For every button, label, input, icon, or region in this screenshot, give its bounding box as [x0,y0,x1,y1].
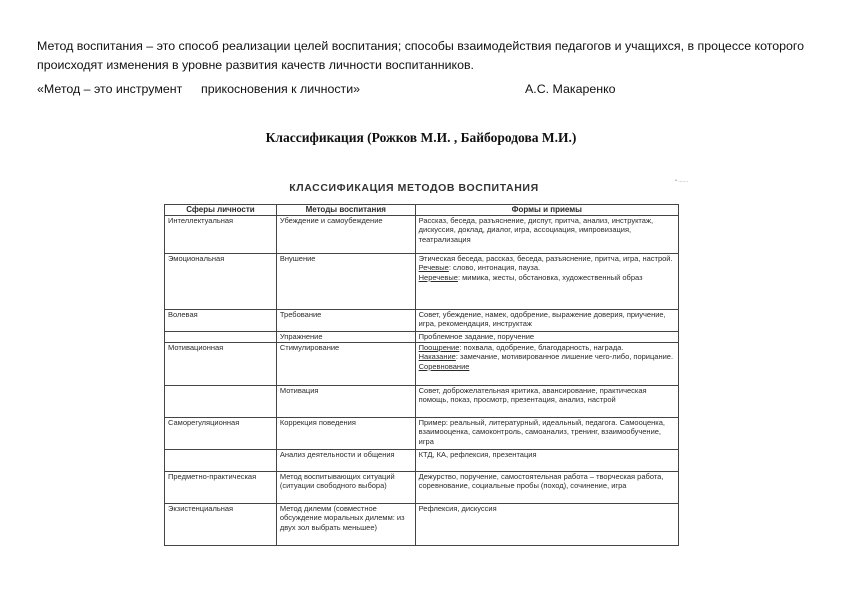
encourage-text: : похвала, одобрение, благодарность, награда. [459,343,624,352]
table-header-row [165,205,679,216]
quote-part-2: прикосновения к личности» [201,82,361,96]
nonverbal-text: : мимика, жесты, обстановка, художественный образ [457,272,643,282]
verbal-text: : слово, интонация, пауза. [448,263,541,273]
method-cell: Метод воспитывающих ситуаций (ситуации свободного выбора) [276,472,415,504]
table-row [165,310,679,332]
method-definition: Метод воспитания – это способ реализации целей воспитания; способы взаимодействия педагогов и учащихся, в процессе которого происходят изменения в уровне развития качеств личности воспитанников. [37,39,805,72]
sphere-cell-empty [165,386,277,418]
table-row [165,343,679,386]
compete-label: Соревнование [418,361,470,371]
sphere-cell: Эмоциональная [165,254,277,310]
scan-corner-mark: • ....... [675,178,688,184]
verbal-label: Речевые [418,263,449,273]
forms-cell: КТД, КА, рефлексия, презентация [415,450,678,472]
table-row [165,254,679,310]
forms-cell: Совет, доброжелательная критика, авансирование, практическая помощь, показ, просмотр, презентация, анализ, настрой [415,386,678,418]
method-cell: Внушение [276,254,415,310]
scanned-classification-table [164,176,688,548]
sphere-cell: Экзистенциальная [165,504,277,546]
table-row [165,216,679,254]
header-sphere: Сферы личности [165,205,277,216]
table-title: КЛАССИФИКАЦИЯ МЕТОДОВ ВОСПИТАНИЯ [289,182,539,194]
method-cell: Метод дилемм (совместное обсуждение моральных дилемм: из двух зол выбрать меньшее) [276,504,415,546]
header-forms: Формы и приемы [415,205,678,216]
method-cell: Убеждение и самоубеждение [276,216,415,254]
table-row [165,472,679,504]
sphere-cell: Волевая [165,310,277,332]
sphere-cell-empty [165,332,277,343]
table-row [165,418,679,450]
table-row [165,450,679,472]
sphere-cell: Интеллектуальная [165,216,277,254]
method-cell: Упражнение [276,332,415,343]
forms-cell: Проблемное задание, поручение [415,332,678,343]
method-cell: Требование [276,310,415,332]
punish-label: Наказание [418,352,456,362]
forms-cell: Рассказ, беседа, разъяснение, диспут, притча, анализ, инструктаж, дискуссия, доклад, диалог, игра, ассоциация, импровизация, театрализация [415,216,678,254]
quote-part-1: «Метод – это инструмент [37,82,183,96]
methods-table [164,204,679,546]
header-method: Методы воспитания [276,205,415,216]
table-row [165,386,679,418]
forms-cell [415,254,678,310]
table-row [165,504,679,546]
forms-cell [415,343,678,386]
sphere-cell-empty [165,450,277,472]
encourage-label: Поощрение [418,343,460,352]
sphere-cell: Мотивационная [165,343,277,386]
table-row [165,332,679,343]
method-cell: Стимулирование [276,343,415,386]
forms-text: Этическая беседа, рассказ, беседа, разъяснение, притча, игра, настрой. [418,254,673,263]
quote-author: А.С. Макаренко [525,82,616,96]
makarenko-quote [37,82,817,100]
method-cell: Анализ деятельности и общения [276,450,415,472]
forms-cell: Дежурство, поручение, самостоятельная работа – творческая работа, соревнование, социальные пробы (поход), сочинение, игра [415,472,678,504]
forms-cell: Совет, убеждение, намек, одобрение, выражение доверия, приучение, игра, рекомендация, инструктаж [415,310,678,332]
method-cell: Мотивация [276,386,415,418]
forms-cell: Рефлексия, дискуссия [415,504,678,546]
method-cell: Коррекция поведения [276,418,415,450]
punish-text: : замечание, мотивированное лишение чего-либо, порицание. [455,352,674,362]
sphere-cell: Предметно-практическая [165,472,277,504]
nonverbal-label: Неречевые [418,272,458,282]
forms-cell: Пример: реальный, литературный, идеальный, педагога. Самооценка, взаимооценка, самоконтроль, самоанализ, тренинг, взаимообучение, игра [415,418,678,450]
sphere-cell: Саморегуляционная [165,418,277,450]
classification-heading: Классификация (Рожков М.И. , Байбородова М.И.) [265,130,577,145]
